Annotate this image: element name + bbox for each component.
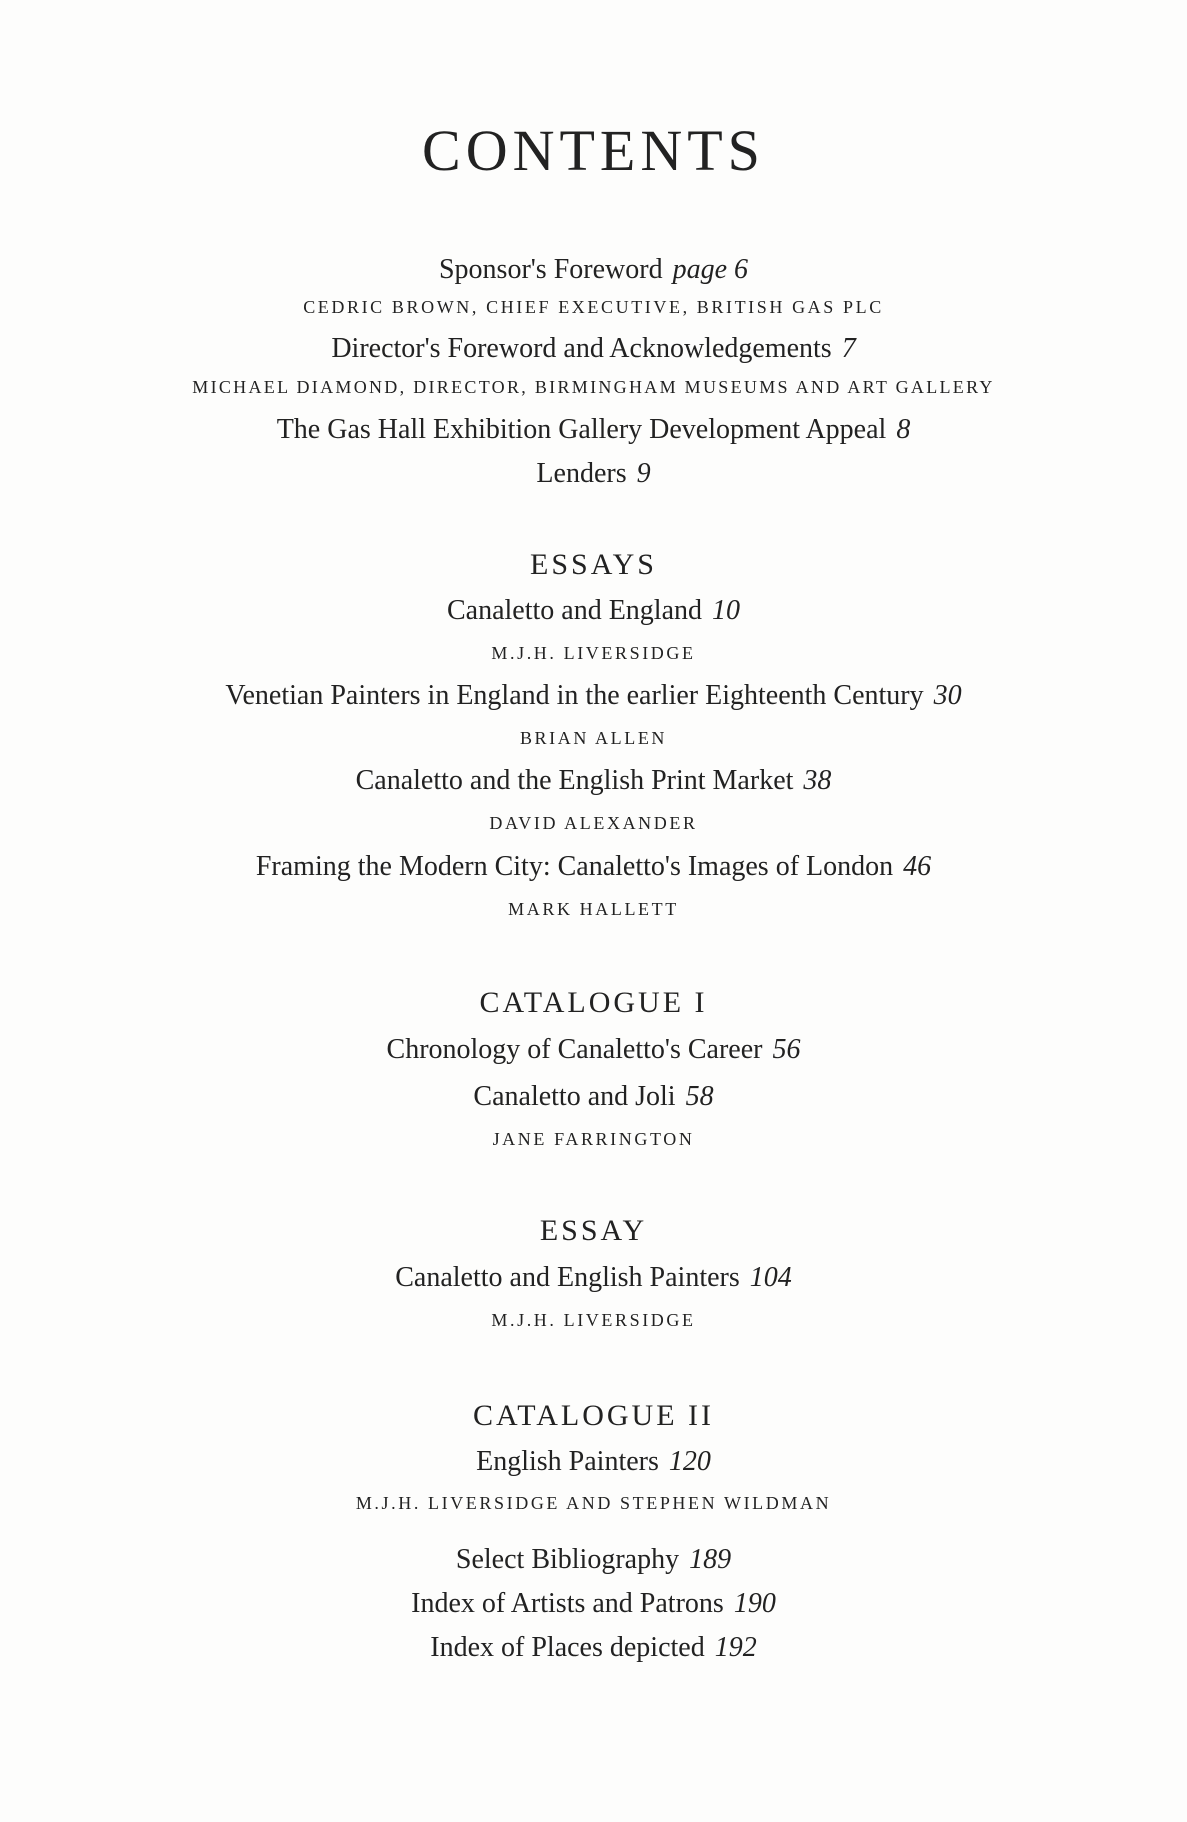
section-heading-catalogue-ii: CATALOGUE II [472,1399,715,1432]
toc-entry-print-market [0,767,1187,795]
entry-page: page 6 [672,254,749,285]
toc-entry-venetian-painters [0,682,1187,710]
entry-page: 104 [749,1262,792,1293]
toc-entry-chronology [0,1036,1187,1064]
entry-title: Index of Artists and Patrons [411,1588,724,1619]
entry-page: 10 [712,595,741,626]
entry-page: 9 [636,458,651,489]
toc-entry-lenders [0,460,1187,488]
entry-page: 38 [803,765,832,796]
entry-page: 120 [668,1446,711,1477]
section-heading-essays: ESSAYS [530,548,657,581]
toc-entry-index-artists [0,1590,1187,1618]
entry-title: Venetian Painters in England in the earlier Eighteenth Century [225,680,924,711]
page-title: CONTENTS [422,118,765,183]
entry-author: M.J.H. LIVERSIDGE AND STEPHEN WILDMAN [355,1493,832,1513]
entry-title: Canaletto and England [446,595,703,626]
entry-page: 189 [689,1544,732,1575]
entry-title: Select Bibliography [455,1544,680,1575]
entry-page: 30 [933,680,962,711]
entry-page: 7 [841,333,856,364]
entry-author: M.J.H. LIVERSIDGE [491,643,696,663]
entry-title: English Painters [476,1446,659,1477]
entry-author: M.J.H. LIVERSIDGE [491,1310,696,1330]
entry-author: MICHAEL DIAMOND, DIRECTOR, BIRMINGHAM MUSEUMS AND ART GALLERY [192,377,995,397]
toc-entry-framing-modern-city [0,853,1187,881]
entry-page: 58 [685,1081,714,1112]
entry-title: Director's Foreword and Acknowledgements [331,333,832,364]
entry-page: 192 [714,1632,757,1663]
entry-title: Canaletto and English Painters [395,1262,740,1293]
toc-entry-canaletto-and-england [0,597,1187,625]
toc-entry-gas-hall-appeal [0,416,1187,444]
entry-title: Index of Places depicted [430,1632,705,1663]
entry-title: Canaletto and the English Print Market [355,765,794,796]
entry-title: Canaletto and Joli [473,1081,676,1112]
toc-entry-sponsors-foreword [0,256,1187,284]
entry-page: 190 [733,1588,776,1619]
entry-page: 8 [896,414,911,445]
toc-entry-bibliography [0,1546,1187,1574]
section-heading-essay: ESSAY [539,1214,648,1247]
entry-page: 56 [772,1034,801,1065]
toc-entry-directors-foreword [0,335,1187,363]
entry-title: Framing the Modern City: Canaletto's Images of London [255,851,894,882]
entry-author: DAVID ALEXANDER [489,813,698,833]
entry-author: BRIAN ALLEN [519,728,668,748]
entry-title: Chronology of Canaletto's Career [386,1034,763,1065]
section-heading-catalogue-i: CATALOGUE I [479,986,708,1019]
entry-author: CEDRIC BROWN, CHIEF EXECUTIVE, BRITISH GAS PLC [303,297,884,317]
entry-author: JANE FARRINGTON [492,1129,695,1149]
toc-entry-english-painters-essay [0,1264,1187,1292]
toc-entry-english-painters [0,1448,1187,1476]
entry-title: The Gas Hall Exhibition Gallery Development Appeal [276,414,887,445]
entry-title: Lenders [536,458,627,489]
entry-author: MARK HALLETT [508,899,679,919]
toc-entry-index-places [0,1634,1187,1662]
toc-entry-canaletto-and-joli [0,1083,1187,1111]
entry-title: Sponsor's Foreword [438,254,663,285]
entry-page: 46 [903,851,932,882]
